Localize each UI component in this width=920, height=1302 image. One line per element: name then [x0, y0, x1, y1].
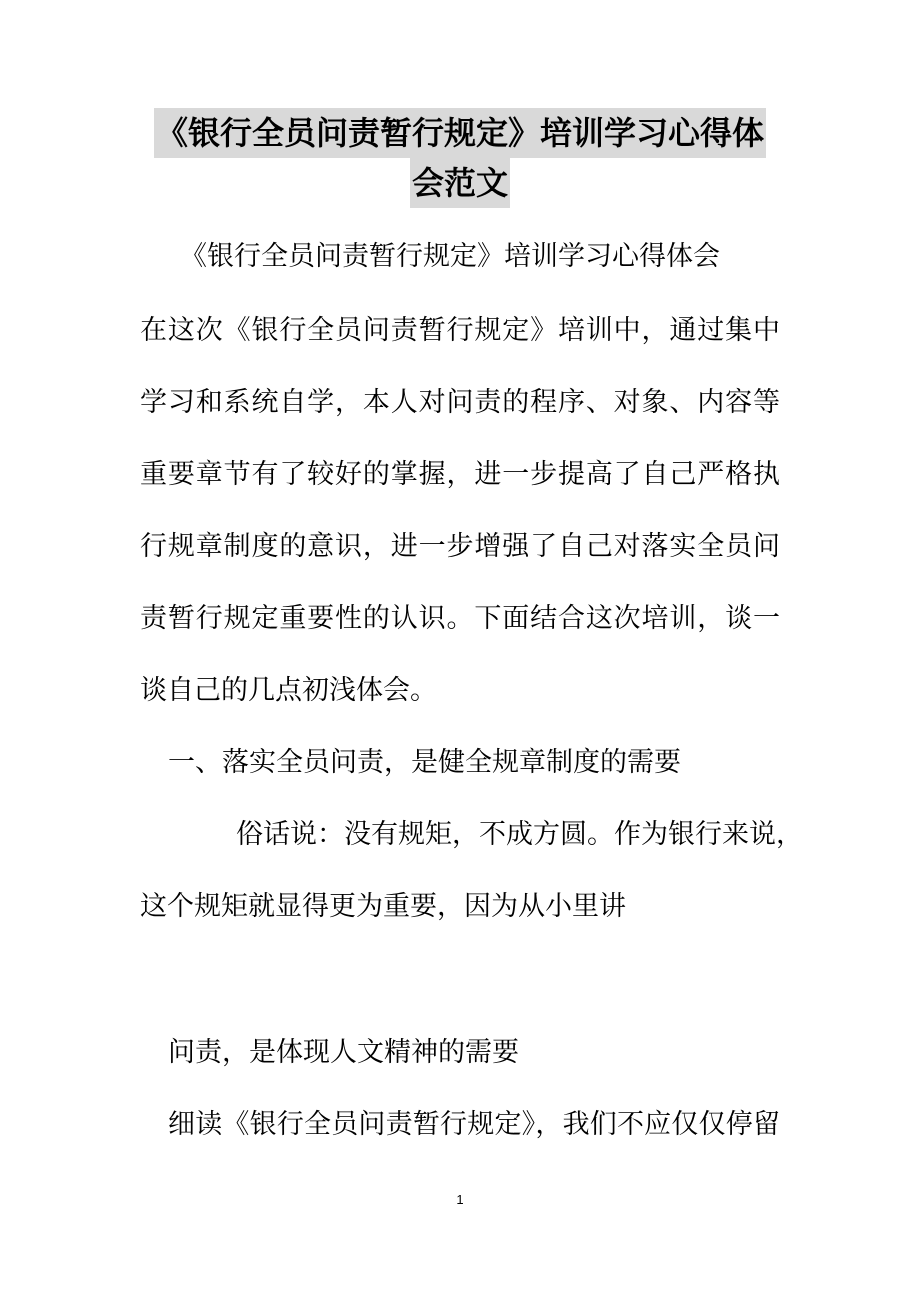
section-heading: 一、落实全员问责，是健全规章制度的需要	[168, 747, 681, 778]
body-line: 在这次《银行全员问责暂行规定》培训中，通过集中	[140, 315, 780, 346]
subtitle-line: 《银行全员问责暂行规定》培训学习心得体会	[180, 241, 720, 272]
body-line: 细读《银行全员问责暂行规定》，我们不应仅仅停留	[168, 1109, 780, 1140]
body-line: 责暂行规定重要性的认识。下面结合这次培训，谈一	[140, 603, 780, 634]
section-heading: 问责，是体现人文精神的需要	[168, 1037, 519, 1068]
title-line-1: 《银行全员问责暂行规定》培训学习心得体	[154, 108, 766, 158]
body-line: 谈自己的几点初浅体会。	[140, 675, 437, 706]
body-line: 这个规矩就显得更为重要，因为从小里讲	[140, 891, 626, 922]
document-title	[140, 108, 780, 208]
body-line: 学习和系统自学，本人对问责的程序、对象、内容等	[140, 387, 780, 418]
body-line: 俗话说：没有规矩，不成方圆。作为银行来说，	[236, 819, 803, 850]
title-line-2: 会范文	[410, 158, 510, 208]
body-line: 重要章节有了较好的掌握，进一步提高了自己严格执	[140, 459, 780, 490]
body-line: 行规章制度的意识，进一步增强了自己对落实全员问	[140, 531, 780, 562]
page-number: 1	[456, 1192, 464, 1207]
